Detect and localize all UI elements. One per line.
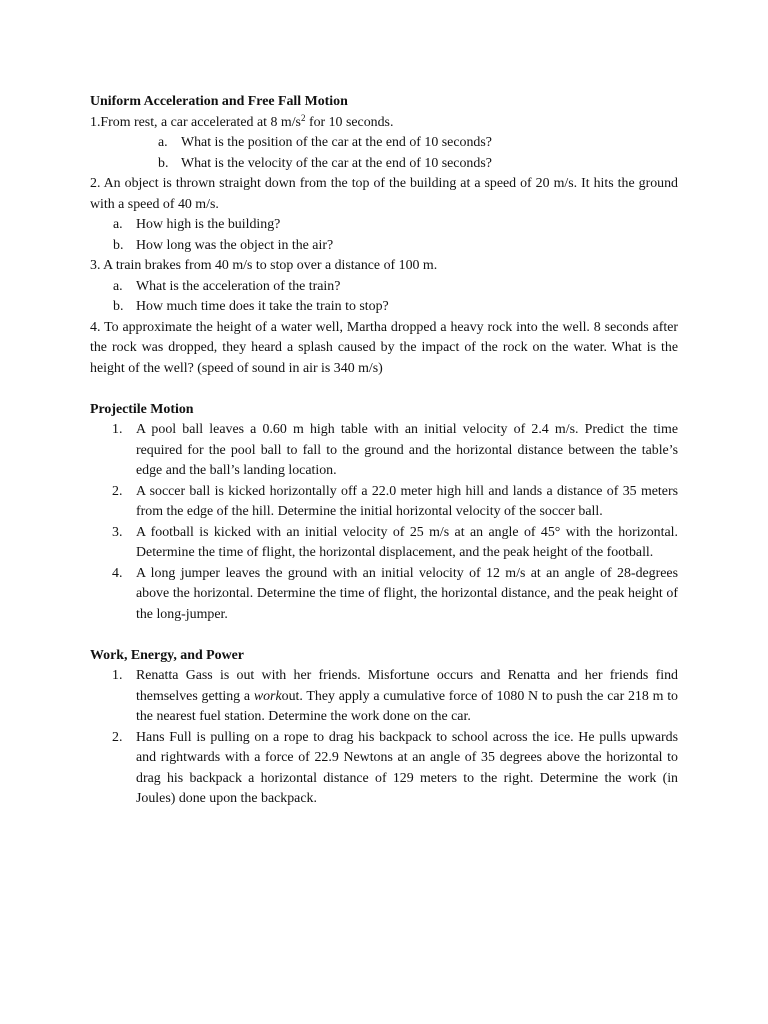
subquestion-text: What is the position of the car at the end of 10 seconds?: [181, 135, 492, 150]
section-title-kinematics: Uniform Acceleration and Free Fall Motion: [90, 94, 348, 109]
question-2a: [90, 215, 678, 236]
question-1a: [90, 133, 678, 154]
subquestion-marker: b.: [113, 237, 124, 253]
item-number: 2.: [112, 729, 123, 745]
item-text-post: out. They apply a cumulative force of 1080 N to push the car 218 m to the nearest fuel station. Determine the work done on the car.: [136, 688, 678, 724]
subquestion-text: What is the acceleration of the train?: [136, 278, 341, 294]
subquestion-marker: b.: [113, 299, 124, 314]
question-1b: [90, 154, 678, 175]
section-title-projectile: Projectile Motion: [90, 401, 194, 417]
item-number: 3.: [112, 524, 123, 540]
item-text-pre: Renatta Gass is out with her friends. Misfortune occurs and Renatta and her friends find themselves getting a: [136, 668, 678, 704]
question-3: 3. A train brakes from 40 m/s to stop over a distance of 100 m.: [90, 258, 438, 273]
question-1: [90, 113, 678, 134]
question-2b: [90, 236, 678, 257]
item-text: A pool ball leaves a 0.60 m high table with an initial velocity of 2.4 m/s. Predict the time required for the pool ball to fall to the ground and the horizontal distance between the table’s edge and the ball’s landing location.: [136, 422, 678, 478]
question-1-text-pre: 1.From rest, a car accelerated at 8 m/s: [90, 114, 301, 130]
item-text: A football is kicked with an initial velocity of 25 m/s at an angle of 45° with the horizontal. Determine the time of flight, the horizontal displacement, and the peak height of the football.: [136, 524, 678, 560]
superscript-2: 2: [300, 112, 306, 123]
work-item-2: [90, 728, 678, 810]
item-number: 1.: [112, 422, 123, 437]
item-number: 1.: [112, 668, 123, 683]
section-spacer: [90, 379, 678, 400]
question-4: 4. To approximate the height of a water well, Martha dropped a heavy rock into the well. 8 seconds after the rock was dropped, they heard a splash caused by the impact of the rock on the water. What is the height of the well? (speed of sound in air is 340 m/s): [90, 319, 678, 376]
subquestion-text: How high is the building?: [136, 217, 281, 232]
section-title-work: Work, Energy, and Power: [90, 647, 244, 663]
question-1-text-post: for 10 seconds.: [305, 114, 394, 130]
subquestion-marker: b.: [158, 155, 169, 171]
projectile-item-3: [90, 523, 678, 564]
question-3b: [90, 297, 678, 318]
item-text: A soccer ball is kicked horizontally off a 22.0 meter high hill and lands a distance of 35 meters from the edge of the hill. Determine the initial horizontal velocity of the soccer ball.: [136, 483, 678, 519]
item-text: Hans Full is pulling on a rope to drag his backpack to school across the ice. He pulls upwards and rightwards with a force of 22.9 Newtons at an angle of 35 degrees above the horizontal to drag his backpack a horizontal distance of 129 meters to the right. Determine the work (in Joules) done upon the backpack.: [136, 729, 678, 806]
work-item-1: [90, 666, 678, 728]
item-number: 2.: [112, 483, 123, 499]
projectile-item-1: [90, 420, 678, 482]
projectile-item-2: [90, 482, 678, 523]
subquestion-text: How much time does it take the train to stop?: [136, 299, 389, 314]
worksheet-page: [90, 92, 678, 810]
question-3a: [90, 277, 678, 298]
item-text: A long jumper leaves the ground with an initial velocity of 12 m/s at an angle of 28-degrees above the horizontal. Determine the time of flight, the horizontal distance, and the peak height of the long-jumper.: [136, 565, 678, 622]
projectile-item-4: [90, 564, 678, 626]
question-2: 2. An object is thrown straight down from the top of the building at a speed of 20 m/s. It hits the ground with a speed of 40 m/s.: [90, 176, 678, 212]
subquestion-marker: a.: [113, 278, 123, 294]
subquestion-marker: a.: [158, 135, 168, 150]
subquestion-text: What is the velocity of the car at the end of 10 seconds?: [181, 155, 492, 171]
subquestion-marker: a.: [113, 217, 123, 232]
section-spacer: [90, 625, 678, 646]
subquestion-text: How long was the object in the air?: [136, 237, 334, 253]
item-number: 4.: [112, 565, 123, 581]
item-text-italic: work: [253, 688, 282, 704]
